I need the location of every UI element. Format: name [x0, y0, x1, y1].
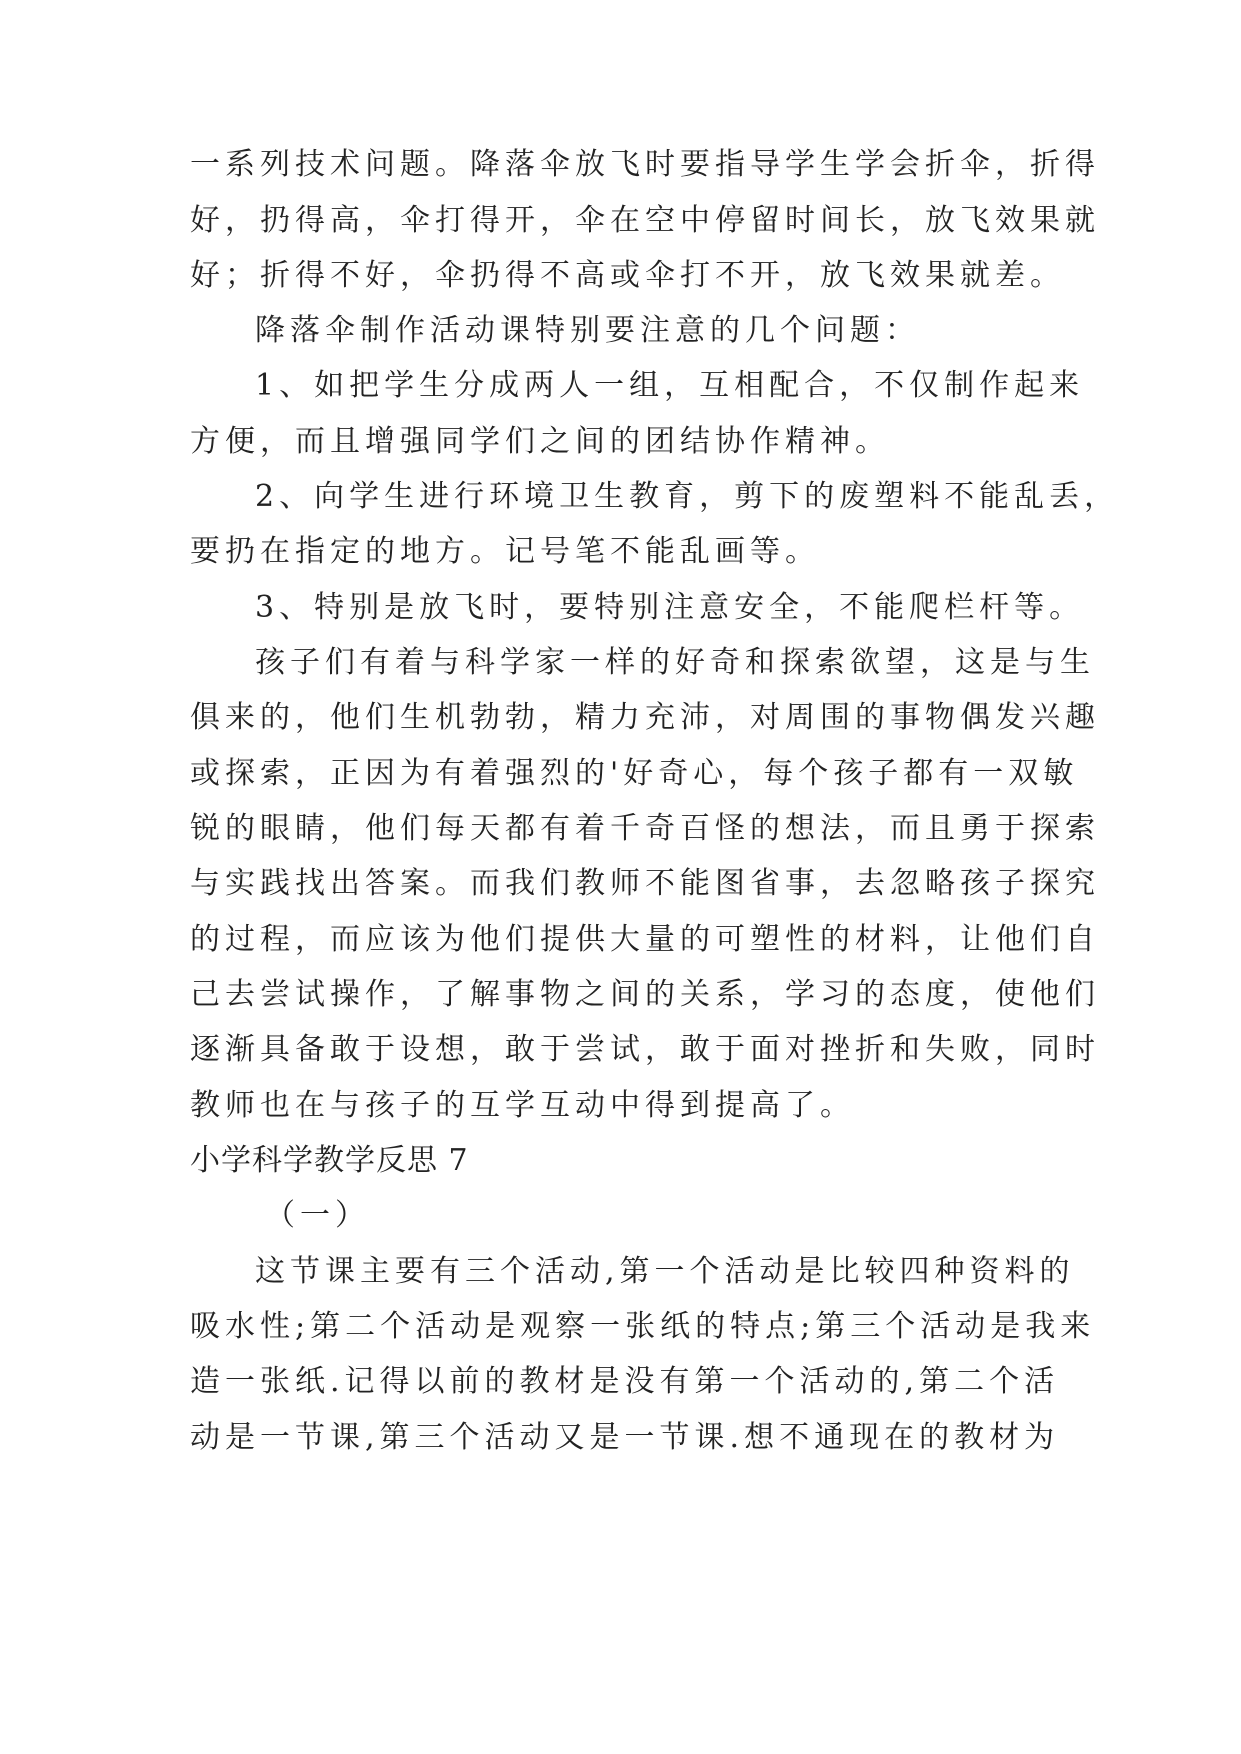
paragraph-line: 好，扔得高，伞打得开，伞在空中停留时间长，放飞效果就: [190, 203, 1100, 238]
list-item-2: 2、向学生进行环境卫生教育，剪下的废塑料不能乱丢，: [255, 479, 1120, 514]
paragraph-line: 方便，而且增强同学们之间的团结协作精神。: [190, 424, 890, 459]
paragraph-line: 锐的眼睛，他们每天都有着千奇百怪的想法，而且勇于探索: [190, 811, 1100, 846]
paragraph-line: 好；折得不好，伞扔得不高或伞打不开，放飞效果就差。: [190, 258, 1065, 293]
paragraph-line: 的过程，而应该为他们提供大量的可塑性的材料，让他们自: [190, 922, 1100, 957]
paragraph-line: 逐渐具备敢于设想，敢于尝试，敢于面对挫折和失败，同时: [190, 1032, 1100, 1067]
list-item-3: 3、特别是放飞时，要特别注意安全，不能爬栏杆等。: [255, 590, 1085, 625]
paragraph-line: 孩子们有着与科学家一样的好奇和探索欲望，这是与生: [255, 645, 1095, 680]
list-item-1: 1、如把学生分成两人一组，互相配合，不仅制作起来: [255, 368, 1085, 403]
paragraph-line: 要扔在指定的地方。记号笔不能乱画等。: [190, 534, 820, 569]
section-heading: 小学科学教学反思 7: [190, 1143, 469, 1178]
paragraph-line: 或探索，正因为有着强烈的'好奇心，每个孩子都有一双敏: [190, 756, 1079, 791]
paragraph-line: 造一张纸.记得以前的教材是没有第一个活动的,第二个活: [190, 1364, 1060, 1399]
paragraph-line: 这节课主要有三个活动,第一个活动是比较四种资料的: [255, 1254, 1075, 1289]
paragraph-line: 与实践找出答案。而我们教师不能图省事，去忽略孩子探究: [190, 866, 1100, 901]
paragraph-line: 降落伞制作活动课特别要注意的几个问题：: [255, 313, 920, 348]
paragraph-line: 教师也在与孩子的互学互动中得到提高了。: [190, 1088, 855, 1123]
paragraph-line: 俱来的，他们生机勃勃，精力充沛，对周围的事物偶发兴趣: [190, 700, 1100, 735]
paragraph-line: 吸水性;第二个活动是观察一张纸的特点;第三个活动是我来: [190, 1309, 1096, 1344]
paragraph-line: 一系列技术问题。降落伞放飞时要指导学生学会折伞，折得: [190, 147, 1100, 182]
subsection-marker: （一）: [265, 1198, 370, 1233]
paragraph-line: 动是一节课,第三个活动又是一节课.想不通现在的教材为: [190, 1420, 1060, 1455]
paragraph-line: 己去尝试操作，了解事物之间的关系，学习的态度，使他们: [190, 977, 1100, 1012]
